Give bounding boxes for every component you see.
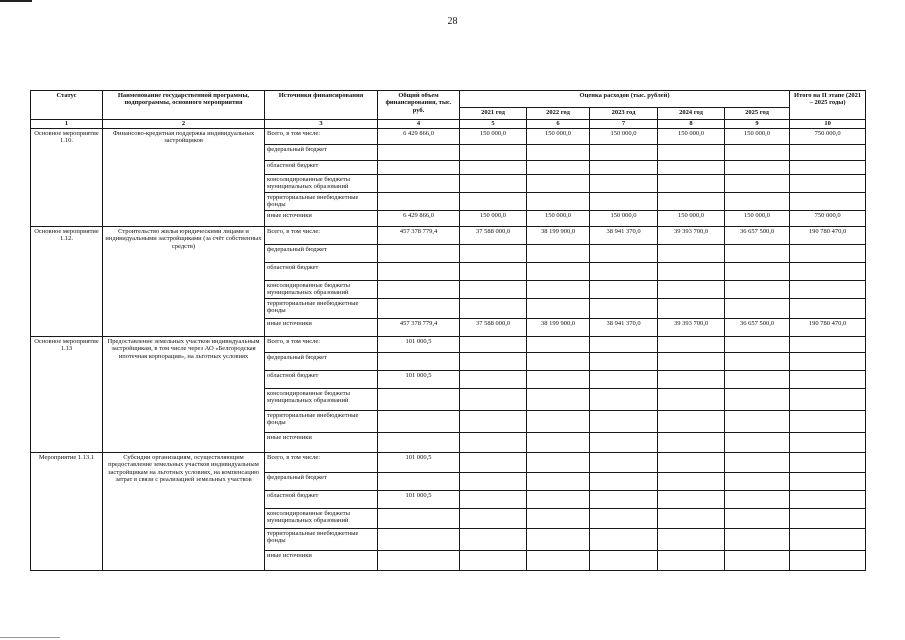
year-amount (658, 353, 725, 371)
year-amount (527, 337, 590, 353)
year-amount (460, 473, 527, 491)
year-amount (725, 509, 790, 529)
stage-total-amount: 190 780 470,0 (790, 227, 866, 245)
year-amount (725, 193, 790, 211)
year-amount (658, 411, 725, 433)
total-amount (378, 529, 460, 551)
year-amount (658, 433, 725, 453)
year-amount (725, 433, 790, 453)
year-amount: 150 000,0 (527, 211, 590, 227)
year-amount (725, 145, 790, 161)
year-amount (725, 473, 790, 491)
year-amount: 38 941 370,0 (590, 227, 658, 245)
year-amount (725, 281, 790, 299)
scan-edge-mark (0, 0, 32, 2)
year-amount (527, 411, 590, 433)
year-amount (460, 145, 527, 161)
year-amount (590, 175, 658, 193)
year-amount (590, 509, 658, 529)
column-number: 3 (265, 120, 378, 129)
measure-status: Основное мероприятие 1.10. (31, 129, 103, 227)
year-amount (527, 371, 590, 389)
total-amount (378, 551, 460, 571)
year-amount (590, 353, 658, 371)
year-amount (460, 551, 527, 571)
funding-source: консолидированные бюджеты муниципальных образований (265, 509, 378, 529)
header-status: Статус (31, 91, 103, 120)
year-amount: 150 000,0 (460, 211, 527, 227)
year-amount (527, 299, 590, 319)
column-number: 5 (460, 120, 527, 129)
year-amount (725, 551, 790, 571)
header-estimate: Оценка расходов (тыс. рублей) (460, 91, 790, 108)
measure-name: Субсидии организациям, осуществляющим предоставление земельных участков индивидуальным застройщикам на льготных условиях, на компенсацию затрат в связи с реализацией земельных участков (103, 453, 265, 571)
funding-source: территориальные внебюджетные фонды (265, 193, 378, 211)
column-number: 8 (658, 120, 725, 129)
year-amount (590, 245, 658, 263)
year-amount (725, 353, 790, 371)
year-amount (590, 389, 658, 411)
year-amount (725, 411, 790, 433)
year-amount: 38 941 370,0 (590, 319, 658, 337)
total-amount: 6 429 866,0 (378, 129, 460, 145)
year-amount (725, 161, 790, 175)
column-number: 9 (725, 120, 790, 129)
column-number: 1 (31, 120, 103, 129)
year-amount (527, 453, 590, 473)
stage-total-amount (790, 433, 866, 453)
year-amount (658, 145, 725, 161)
year-amount (590, 529, 658, 551)
year-amount: 37 588 000,0 (460, 227, 527, 245)
year-amount (658, 281, 725, 299)
year-amount (460, 509, 527, 529)
measure-name: Финансово-кредитная поддержка индивидуальных застройщиков (103, 129, 265, 227)
measure-name: Строительство жилья юридическими лицами и индивидуальными застройщиками (за счёт собственных средств) (103, 227, 265, 337)
year-amount: 150 000,0 (590, 211, 658, 227)
year-amount (460, 389, 527, 411)
year-amount (590, 145, 658, 161)
funding-source: иные источники (265, 551, 378, 571)
total-amount (378, 281, 460, 299)
header-year: 2022 год (527, 108, 590, 120)
year-amount (658, 473, 725, 491)
stage-total-amount: 750 000,0 (790, 211, 866, 227)
year-amount (590, 337, 658, 353)
total-amount: 457 378 779,4 (378, 227, 460, 245)
total-amount (378, 245, 460, 263)
year-amount (725, 263, 790, 281)
year-amount (460, 245, 527, 263)
funding-source: территориальные внебюджетные фонды (265, 411, 378, 433)
year-amount (460, 411, 527, 433)
funding-source: иные источники (265, 211, 378, 227)
funding-source: областной бюджет (265, 491, 378, 509)
year-amount (527, 473, 590, 491)
year-amount (725, 299, 790, 319)
year-amount (460, 433, 527, 453)
year-amount: 36 657 500,0 (725, 227, 790, 245)
year-amount (460, 337, 527, 353)
stage-total-amount: 750 000,0 (790, 129, 866, 145)
year-amount (590, 371, 658, 389)
year-amount (658, 245, 725, 263)
year-amount (460, 491, 527, 509)
year-amount: 38 199 900,0 (527, 319, 590, 337)
table-row (31, 453, 866, 473)
year-amount (527, 281, 590, 299)
year-amount: 150 000,0 (460, 129, 527, 145)
year-amount (658, 529, 725, 551)
year-amount (590, 551, 658, 571)
stage-total-amount (790, 453, 866, 473)
year-amount (725, 371, 790, 389)
table-header (31, 91, 866, 129)
year-amount (527, 353, 590, 371)
year-amount (725, 337, 790, 353)
funding-source: иные источники (265, 433, 378, 453)
year-amount: 39 393 700,0 (658, 227, 725, 245)
stage-total-amount (790, 491, 866, 509)
year-amount (527, 529, 590, 551)
year-amount (590, 281, 658, 299)
total-amount (378, 175, 460, 193)
stage-total-amount (790, 473, 866, 491)
year-amount: 150 000,0 (725, 211, 790, 227)
header-sources: Источники финансирования (265, 91, 378, 120)
year-amount: 150 000,0 (658, 211, 725, 227)
year-amount (658, 371, 725, 389)
year-amount (460, 453, 527, 473)
header-year: 2024 год (658, 108, 725, 120)
total-amount: 101 000,5 (378, 491, 460, 509)
year-amount (527, 509, 590, 529)
column-number: 4 (378, 120, 460, 129)
stage-total-amount (790, 281, 866, 299)
stage-total-amount (790, 411, 866, 433)
year-amount (725, 529, 790, 551)
measure-status: Основное мероприятие 1.12. (31, 227, 103, 337)
year-amount (460, 161, 527, 175)
column-number-row (31, 120, 866, 129)
year-amount: 39 393 700,0 (658, 319, 725, 337)
total-amount (378, 509, 460, 529)
header-year: 2023 год (590, 108, 658, 120)
stage-total-amount (790, 145, 866, 161)
stage-total-amount (790, 175, 866, 193)
measure-name: Предоставление земельных участков индивидуальным застройщикам, в том числе через АО «Белгородская ипотечная корпорация», на льготных условиях (103, 337, 265, 453)
header-stage-total: Итого на II этапе (2021 – 2025 годы) (790, 91, 866, 120)
stage-total-amount (790, 509, 866, 529)
scan-edge-mark-bottom (0, 637, 60, 638)
year-amount (460, 299, 527, 319)
year-amount (725, 175, 790, 193)
total-amount: 101 000,5 (378, 337, 460, 353)
year-amount (658, 491, 725, 509)
year-amount (658, 175, 725, 193)
year-amount (460, 263, 527, 281)
total-amount: 101 000,5 (378, 371, 460, 389)
year-amount: 150 000,0 (527, 129, 590, 145)
year-amount (590, 473, 658, 491)
funding-source: областной бюджет (265, 161, 378, 175)
stage-total-amount (790, 529, 866, 551)
year-amount (460, 193, 527, 211)
year-amount (527, 491, 590, 509)
table-body (31, 129, 866, 571)
funding-source: территориальные внебюджетные фонды (265, 529, 378, 551)
stage-total-amount (790, 263, 866, 281)
year-amount (658, 193, 725, 211)
total-amount (378, 299, 460, 319)
stage-total-amount (790, 299, 866, 319)
column-number: 2 (103, 120, 265, 129)
total-amount: 457 378 779,4 (378, 319, 460, 337)
funding-source: федеральный бюджет (265, 245, 378, 263)
funding-source: консолидированные бюджеты муниципальных образований (265, 175, 378, 193)
total-amount (378, 433, 460, 453)
page-number: 28 (447, 16, 458, 27)
table-row (31, 337, 866, 353)
budget-table (30, 90, 866, 571)
year-amount (460, 175, 527, 193)
funding-source: консолидированные бюджеты муниципальных образований (265, 281, 378, 299)
year-amount (658, 161, 725, 175)
stage-total-amount (790, 193, 866, 211)
year-amount: 37 588 000,0 (460, 319, 527, 337)
stage-total-amount (790, 371, 866, 389)
year-amount (460, 353, 527, 371)
year-amount: 36 657 500,0 (725, 319, 790, 337)
year-amount (460, 529, 527, 551)
table-row (31, 227, 866, 245)
stage-total-amount (790, 337, 866, 353)
funding-source: федеральный бюджет (265, 353, 378, 371)
stage-total-amount (790, 161, 866, 175)
total-amount: 6 429 866,0 (378, 211, 460, 227)
year-amount (527, 433, 590, 453)
funding-source: Всего, в том числе: (265, 453, 378, 473)
total-amount (378, 353, 460, 371)
funding-source: Всего, в том числе: (265, 129, 378, 145)
table-row (31, 129, 866, 145)
header-year: 2021 год (460, 108, 527, 120)
year-amount (590, 161, 658, 175)
total-amount (378, 193, 460, 211)
stage-total-amount: 190 780 470,0 (790, 319, 866, 337)
column-number: 7 (590, 120, 658, 129)
year-amount (460, 281, 527, 299)
year-amount (658, 389, 725, 411)
measure-status: Основное мероприятие 1.13 (31, 337, 103, 453)
year-amount (658, 263, 725, 281)
funding-source: областной бюджет (265, 263, 378, 281)
total-amount (378, 161, 460, 175)
total-amount (378, 411, 460, 433)
year-amount (527, 145, 590, 161)
year-amount (658, 551, 725, 571)
stage-total-amount (790, 353, 866, 371)
funding-source: консолидированные бюджеты муниципальных образований (265, 389, 378, 411)
year-amount (658, 453, 725, 473)
total-amount (378, 389, 460, 411)
measure-status: Мероприятие 1.13.1 (31, 453, 103, 571)
year-amount: 150 000,0 (725, 129, 790, 145)
stage-total-amount (790, 389, 866, 411)
year-amount: 150 000,0 (590, 129, 658, 145)
year-amount (725, 453, 790, 473)
funding-source: иные источники (265, 319, 378, 337)
year-amount (527, 389, 590, 411)
year-amount (527, 263, 590, 281)
funding-source: территориальные внебюджетные фонды (265, 299, 378, 319)
year-amount (590, 433, 658, 453)
total-amount (378, 145, 460, 161)
year-amount (658, 509, 725, 529)
total-amount (378, 263, 460, 281)
year-amount (590, 263, 658, 281)
column-number: 6 (527, 120, 590, 129)
year-amount (527, 175, 590, 193)
stage-total-amount (790, 245, 866, 263)
total-amount (378, 473, 460, 491)
year-amount (725, 389, 790, 411)
header-year: 2025 год (725, 108, 790, 120)
year-amount (590, 411, 658, 433)
year-amount (590, 193, 658, 211)
year-amount (527, 551, 590, 571)
funding-source: федеральный бюджет (265, 473, 378, 491)
year-amount: 38 199 900,0 (527, 227, 590, 245)
year-amount (725, 491, 790, 509)
total-amount: 101 000,5 (378, 453, 460, 473)
year-amount (527, 161, 590, 175)
year-amount (460, 371, 527, 389)
funding-source: Всего, в том числе: (265, 337, 378, 353)
year-amount (658, 337, 725, 353)
stage-total-amount (790, 551, 866, 571)
funding-source: Всего, в том числе: (265, 227, 378, 245)
year-amount (527, 245, 590, 263)
year-amount (725, 245, 790, 263)
year-amount (658, 299, 725, 319)
funding-source: федеральный бюджет (265, 145, 378, 161)
header-total: Общий объем финансирования, тыс. руб. (378, 91, 460, 120)
header-name: Наименование государственной программы, подпрограммы, основного мероприятия (103, 91, 265, 120)
column-number: 10 (790, 120, 866, 129)
year-amount (590, 491, 658, 509)
year-amount (527, 193, 590, 211)
year-amount: 150 000,0 (658, 129, 725, 145)
year-amount (590, 453, 658, 473)
year-amount (590, 299, 658, 319)
funding-source: областной бюджет (265, 371, 378, 389)
